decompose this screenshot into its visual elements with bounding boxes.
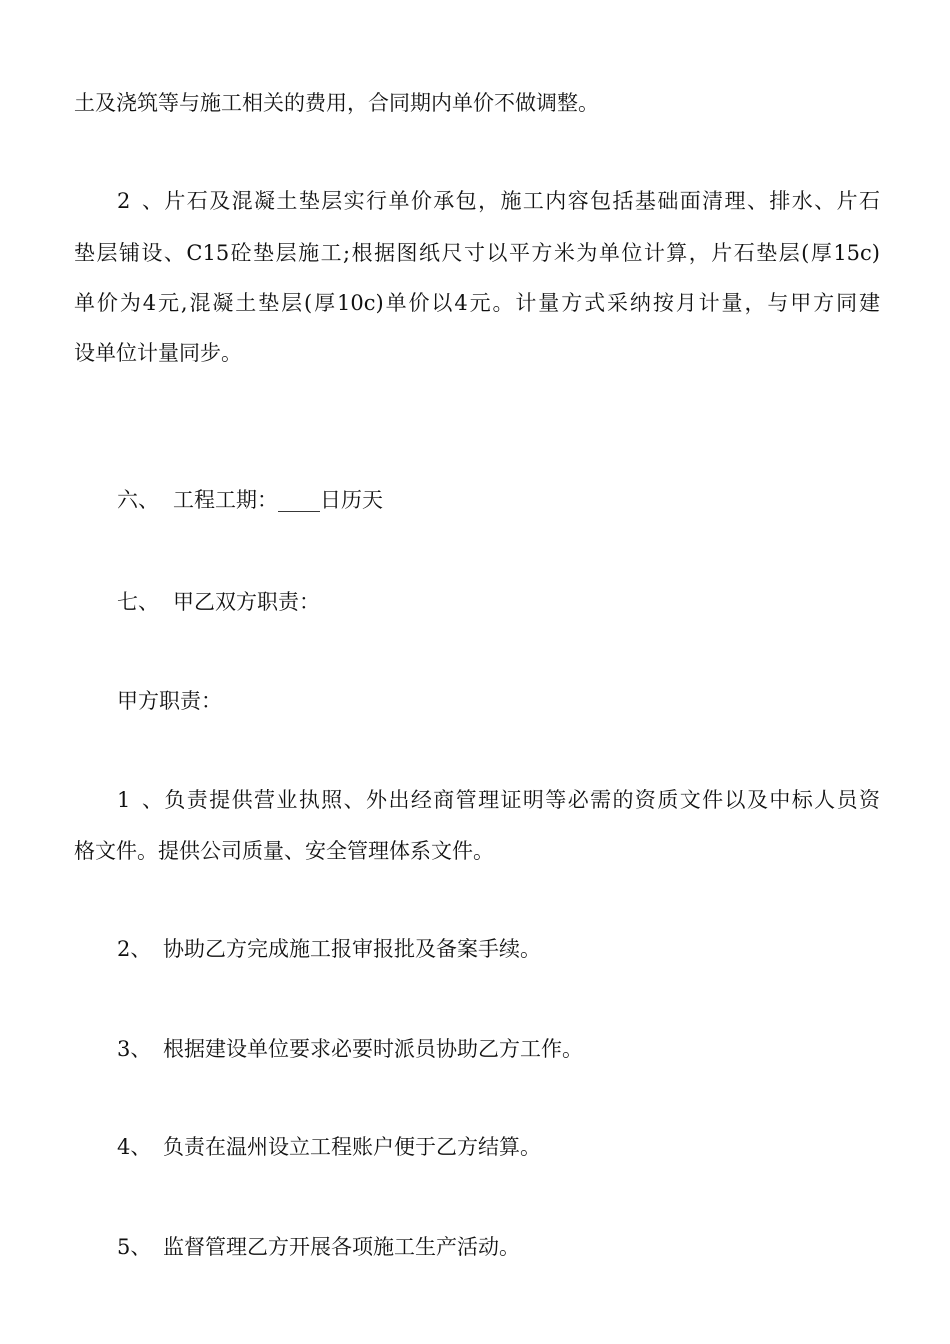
duty-number: 4、 xyxy=(117,1135,152,1159)
duty-1-line-2: 格文件。提供公司质量、安全管理体系文件。 xyxy=(74,839,494,863)
duty-number: 3、 xyxy=(117,1037,152,1061)
duty-text: 负责在温州设立工程账户便于乙方结算。 xyxy=(163,1135,541,1159)
section-text: 工程工期：____日历天 xyxy=(173,488,383,512)
item-2-line-2: 垫层铺设、C15砼垫层施工;根据图纸尺寸以平方米为单位计算，片石垫层(厚15c) xyxy=(74,241,880,265)
duty-4 xyxy=(117,1134,880,1160)
section-text: 甲乙双方职责： xyxy=(173,590,320,614)
section-number: 七、 xyxy=(117,590,159,614)
item-2-line-3: 单价为4元,混凝土垫层(厚10c)单价以4元。计量方式采纳按月计量，与甲方同建 xyxy=(74,291,880,315)
duty-text: 监督管理乙方开展各项施工生产活动。 xyxy=(163,1235,520,1259)
item-2-line-4: 设单位计量同步。 xyxy=(74,341,242,365)
duty-1-line-1 xyxy=(117,787,880,813)
item-text: 片石及混凝土垫层实行单价承包，施工内容包括基础面清理、排水、片石 xyxy=(163,189,880,213)
section-number: 六、 xyxy=(117,488,159,512)
section-6-heading xyxy=(117,487,880,513)
duty-number: 1、 xyxy=(117,788,163,812)
duty-text: 根据建设单位要求必要时派员协助乙方工作。 xyxy=(163,1037,583,1061)
duty-number: 2、 xyxy=(117,937,152,961)
duty-5 xyxy=(117,1234,880,1260)
party-a-duties-heading: 甲方职责： xyxy=(117,689,222,713)
duty-text: 协助乙方完成施工报审报批及备案手续。 xyxy=(163,937,541,961)
item-number: 2、 xyxy=(117,189,163,213)
item-2-line-1 xyxy=(117,188,880,214)
duty-2 xyxy=(117,936,880,962)
paragraph-intro-tail: 土及浇筑等与施工相关的费用，合同期内单价不做调整。 xyxy=(74,91,599,115)
duty-text: 负责提供营业执照、外出经商管理证明等必需的资质文件以及中标人员资 xyxy=(163,788,880,812)
section-7-heading xyxy=(117,589,880,615)
duty-number: 5、 xyxy=(117,1235,152,1259)
duty-3 xyxy=(117,1036,880,1062)
